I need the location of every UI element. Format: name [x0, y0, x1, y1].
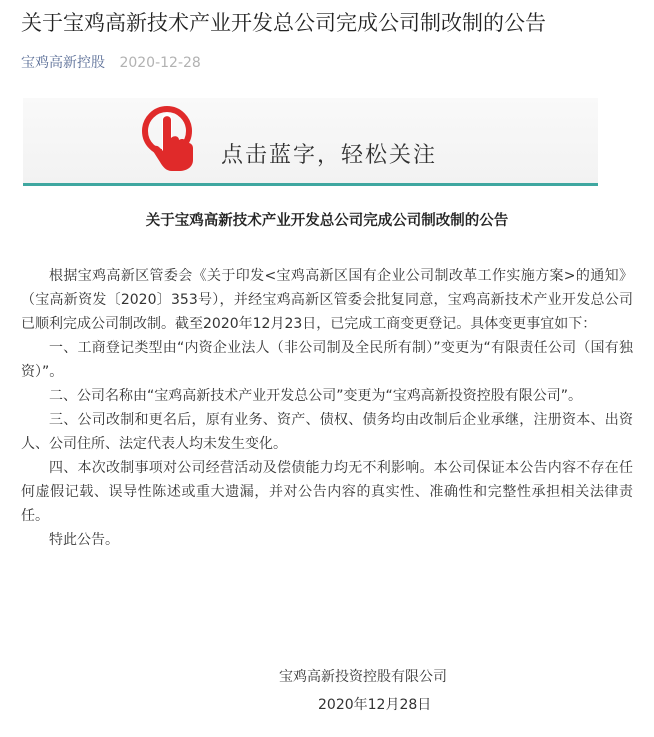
paragraph-closing: 特此公告。 — [49, 532, 119, 548]
paragraph-item-1: 一、工商登记类型由“内资企业法人（非公司制及全民所有制）”变更为“有限责任公司（国有独资）”。 — [21, 340, 633, 380]
banner-slogan: 点击蓝字，轻松关注 — [221, 143, 438, 168]
signature-company: 宝鸡高新投资控股有限公司 — [279, 669, 447, 685]
document-title: 关于宝鸡高新技术产业开发总公司完成公司制改制的公告 — [145, 213, 509, 229]
paragraph-intro: 根据宝鸡高新区管委会《关于印发<宝鸡高新区国有企业公司制改革工作实施方案>的通知》（宝高新资发〔2020〕353号），并经宝鸡高新区管委会批复同意，宝鸡高新技术产业开发总公司已顺利完成公司制改制。截至2020年12月23日，已完成工商变更登记。具体变更事宜如下： — [21, 268, 633, 332]
banner-underline — [23, 183, 598, 186]
signature-date: 2020年12月28日 — [318, 697, 432, 713]
document-body — [21, 264, 633, 552]
article-meta — [21, 54, 201, 72]
paragraph-item-2: 二、公司名称由“宝鸡高新技术产业开发总公司”变更为“宝鸡高新投资控股有限公司”。 — [49, 388, 583, 404]
paragraph-item-4: 四、本次改制事项对公司经营活动及偿债能力均无不利影响。本公司保证本公告内容不存在任何虚假记载、误导性陈述或重大遗漏，并对公告内容的真实性、准确性和完整性承担相关法律责任。 — [21, 460, 633, 524]
publish-date: 2020-12-28 — [119, 55, 201, 71]
account-name-link[interactable]: 宝鸡高新控股 — [21, 55, 105, 71]
follow-banner[interactable] — [23, 98, 598, 186]
article-title: 关于宝鸡高新技术产业开发总公司完成公司制改制的公告 — [21, 11, 546, 35]
paragraph-item-3: 三、公司改制和更名后，原有业务、资产、债权、债务均由改制后企业承继，注册资本、出资人、公司住所、法定代表人均未发生变化。 — [21, 412, 633, 452]
pointing-hand-icon — [141, 104, 211, 174]
